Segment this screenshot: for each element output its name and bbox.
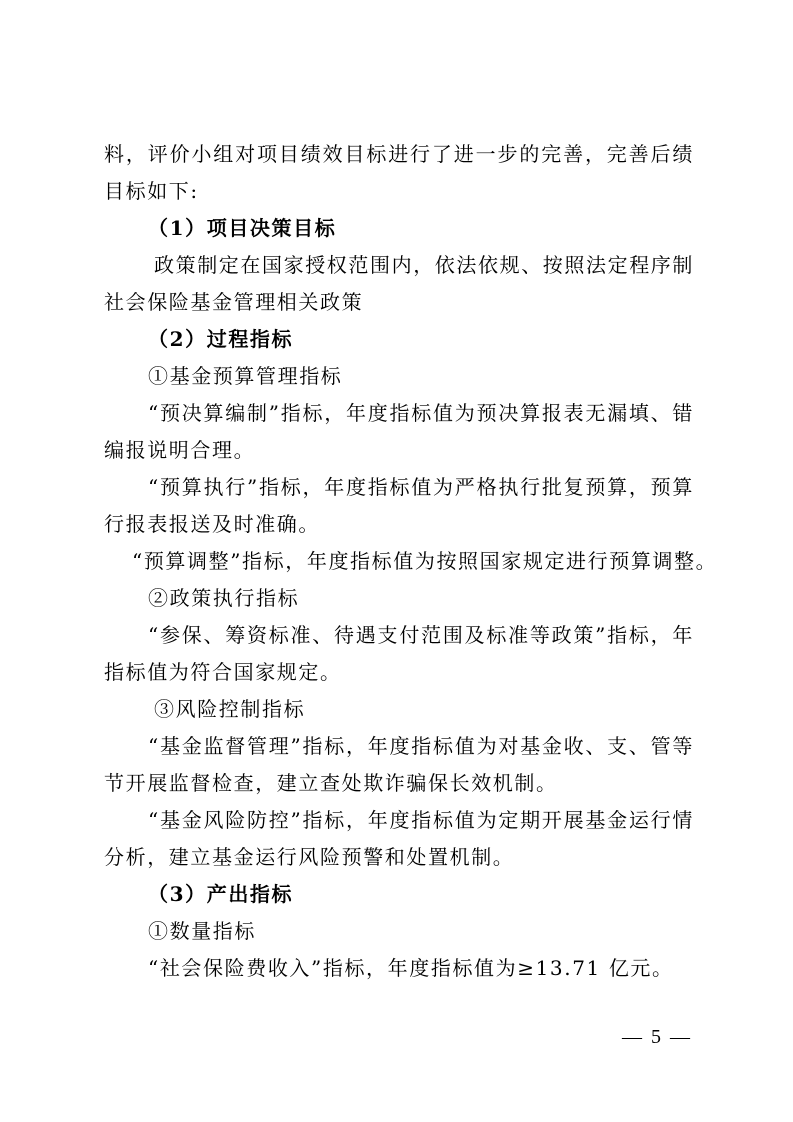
paragraph-line: 编报说明合理。 bbox=[104, 438, 256, 462]
paragraph-line: “预算执行”指标，年度指标值为严格执行批复预算，预算 bbox=[148, 475, 694, 499]
subsection-heading: ①数量指标 bbox=[148, 919, 256, 943]
paragraph-line: “社会保险费收入”指标，年度指标值为≥13.71 亿元。 bbox=[148, 956, 674, 980]
paragraph-line: “基金风险防控”指标，年度指标值为定期开展基金运行情 bbox=[148, 808, 694, 832]
paragraph-line: 节开展监督检查，建立查处欺诈骗保长效机制。 bbox=[104, 771, 558, 795]
paragraph-line: 料，评价小组对项目绩效目标进行了进一步的完善，完善后绩 bbox=[104, 142, 694, 166]
paragraph-line: “基金监督管理”指标，年度指标值为对基金收、支、管等 bbox=[148, 734, 694, 758]
paragraph-line: 分析，建立基金运行风险预警和处置机制。 bbox=[104, 845, 515, 869]
paragraph-line: 行报表报送及时准确。 bbox=[104, 512, 320, 536]
section-heading: （3）产出指标 bbox=[148, 882, 294, 906]
section-heading: （1）项目决策目标 bbox=[148, 216, 337, 240]
subsection-heading: ②政策执行指标 bbox=[148, 586, 300, 610]
document-body bbox=[104, 136, 718, 987]
paragraph-line: 社会保险基金管理相关政策 bbox=[104, 290, 364, 314]
paragraph-line: 政策制定在国家授权范围内，依法依规、按照法定程序制 bbox=[154, 253, 694, 277]
subsection-heading: ①基金预算管理指标 bbox=[148, 364, 343, 388]
paragraph-line: “参保、筹资标准、待遇支付范围及标准等政策”指标，年 bbox=[148, 623, 694, 647]
paragraph-line: “预算调整”指标，年度指标值为按照国家规定进行预算调整。 bbox=[132, 549, 718, 573]
paragraph-line: 目标如下: bbox=[104, 179, 199, 203]
paragraph-line: “预决算编制”指标，年度指标值为预决算报表无漏填、错 bbox=[148, 401, 694, 425]
paragraph-line: 指标值为符合国家规定。 bbox=[104, 660, 342, 684]
section-heading: （2）过程指标 bbox=[148, 327, 294, 351]
page-number: — 5 — bbox=[622, 1026, 692, 1048]
subsection-heading: ③风险控制指标 bbox=[154, 697, 306, 721]
